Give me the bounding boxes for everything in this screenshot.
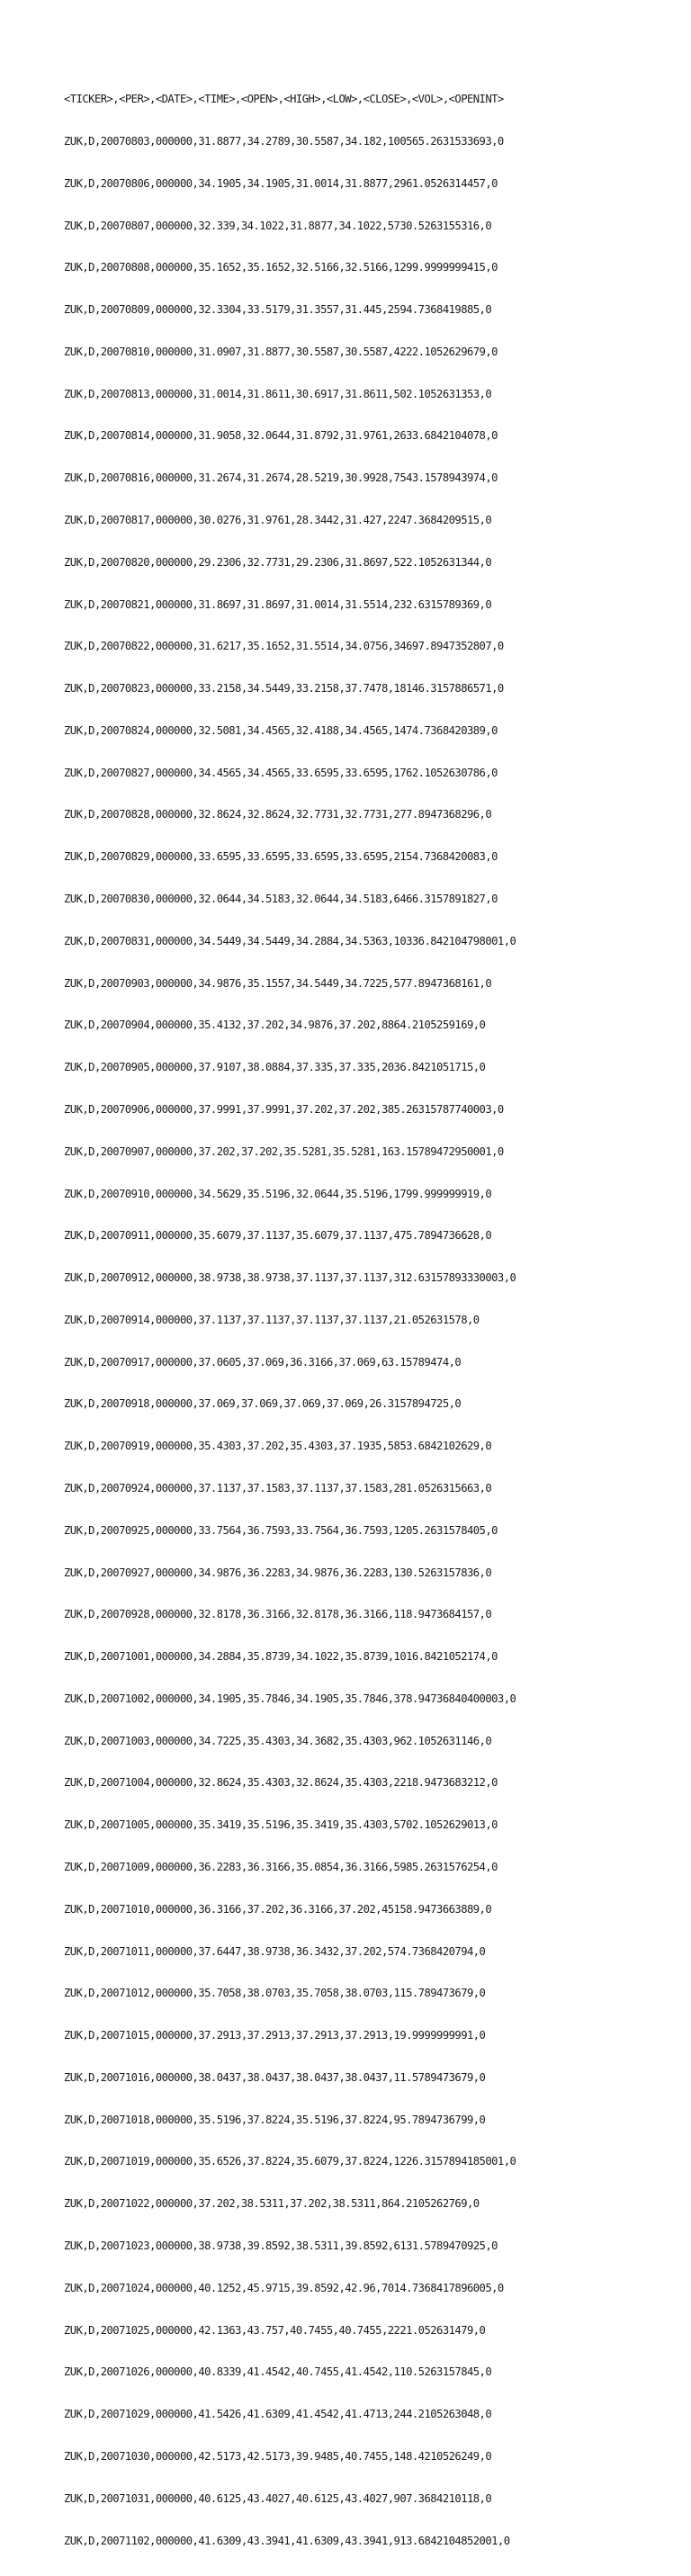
- csv-data-row: ZUK,D,20070829,000000,33.6595,33.6595,33.6595,33.6595,2154.7368420083,0: [64, 850, 498, 864]
- csv-data-row: ZUK,D,20070910,000000,34.5629,35.5196,32.0644,35.5196,1799.999999919,0: [64, 1187, 492, 1200]
- csv-data-row: ZUK,D,20070903,000000,34.9876,35.1557,34.5449,34.7225,577.8947368161,0: [64, 976, 492, 990]
- csv-data-row: ZUK,D,20070927,000000,34.9876,36.2283,34.9876,36.2283,130.5263157836,0: [64, 1566, 492, 1579]
- csv-data-row: ZUK,D,20070919,000000,35.4303,37.202,35.4303,37.1935,5853.6842102629,0: [64, 1440, 492, 1453]
- csv-data-row: ZUK,D,20070813,000000,31.0014,31.8611,30.6917,31.8611,502.1052631353,0: [64, 387, 492, 400]
- csv-data-row: ZUK,D,20071018,000000,35.5196,37.8224,35.5196,37.8224,95.7894736799,0: [64, 2113, 486, 2126]
- csv-data-row: ZUK,D,20071016,000000,38.0437,38.0437,38.0437,38.0437,11.5789473679,0: [64, 2070, 486, 2084]
- csv-data-row: ZUK,D,20070806,000000,34.1905,34.1905,31.0014,31.8877,2961.0526314457,0: [64, 176, 498, 190]
- csv-data-row: ZUK,D,20070914,000000,37.1137,37.1137,37.1137,37.1137,21.052631578,0: [64, 1313, 480, 1326]
- csv-data-row: ZUK,D,20070917,000000,37.0605,37.069,36.3166,37.069,63.15789474,0: [64, 1355, 462, 1369]
- csv-data-row: ZUK,D,20070905,000000,37.9107,38.0884,37.335,37.335,2036.8421051715,0: [64, 1061, 486, 1074]
- csv-data-row: ZUK,D,20070906,000000,37.9991,37.9991,37.202,37.202,385.26315787740003,0: [64, 1102, 504, 1116]
- csv-data-row: ZUK,D,20071102,000000,41.6309,43.3941,41.6309,43.3941,913.6842104852001,0: [64, 2534, 510, 2547]
- csv-data-row: ZUK,D,20071019,000000,35.6526,37.8224,35.6079,37.8224,1226.3157894185001,0: [64, 2155, 516, 2168]
- csv-data-row: ZUK,D,20070912,000000,38.9738,38.9738,37.1137,37.1137,312.63157893330003,0: [64, 1271, 516, 1285]
- csv-data-row: ZUK,D,20070904,000000,35.4132,37.202,34.9876,37.202,8864.2105259169,0: [64, 1019, 486, 1032]
- csv-data-row: ZUK,D,20071005,000000,35.3419,35.5196,35.3419,35.4303,5702.1052629013,0: [64, 1818, 498, 1832]
- csv-data-row: ZUK,D,20071024,000000,40.1252,45.9715,39.8592,42.96,7014.7368417896005,0: [64, 2281, 504, 2294]
- csv-data-row: ZUK,D,20070918,000000,37.069,37.069,37.069,37.069,26.3157894725,0: [64, 1397, 462, 1411]
- csv-data-row: ZUK,D,20070827,000000,34.4565,34.4565,33.6595,33.6595,1762.1052630786,0: [64, 766, 498, 779]
- csv-data-row: ZUK,D,20070803,000000,31.8877,34.2789,30.5587,34.182,100565.2631533693,0: [64, 134, 504, 148]
- csv-data-row: ZUK,D,20071009,000000,36.2283,36.3166,35.0854,36.3166,5985.2631576254,0: [64, 1861, 498, 1873]
- csv-data-row: ZUK,D,20071025,000000,42.1363,43.757,40.7455,40.7455,2221.052631479,0: [64, 2323, 486, 2337]
- csv-data-row: ZUK,D,20070822,000000,31.6217,35.1652,31.5514,34.0756,34697.8947352807,0: [64, 640, 504, 653]
- csv-data-row: ZUK,D,20071029,000000,41.5426,41.6309,41.4542,41.4713,244.2105263048,0: [64, 2408, 492, 2421]
- csv-data-row: ZUK,D,20070925,000000,33.7564,36.7593,33.7564,36.7593,1205.2631578405,0: [64, 1523, 498, 1537]
- csv-data-row: ZUK,D,20070820,000000,29.2306,32.7731,29.2306,31.8697,522.1052631344,0: [64, 555, 492, 569]
- csv-data-row: ZUK,D,20071030,000000,42.5173,42.5173,39.9485,40.7455,148.4210526249,0: [64, 2449, 492, 2463]
- csv-data-row: ZUK,D,20070817,000000,30.0276,31.9761,28.3442,31.427,2247.3684209515,0: [64, 514, 492, 526]
- csv-data-row: ZUK,D,20070830,000000,32.0644,34.5183,32.0644,34.5183,6466.3157891827,0: [64, 893, 498, 906]
- csv-data-row: ZUK,D,20071031,000000,40.6125,43.4027,40.6125,43.4027,907.3684210118,0: [64, 2491, 492, 2505]
- csv-data-row: ZUK,D,20071022,000000,37.202,38.5311,37.202,38.5311,864.2105262769,0: [64, 2197, 480, 2211]
- csv-data-row: ZUK,D,20070823,000000,33.2158,34.5449,33.2158,37.7478,18146.3157886571,0: [64, 682, 504, 696]
- csv-data-row: ZUK,D,20070828,000000,32.8624,32.8624,32.7731,32.7731,277.8947368296,0: [64, 808, 492, 821]
- csv-data-row: ZUK,D,20070824,000000,32.5081,34.4565,32.4188,34.4565,1474.7368420389,0: [64, 723, 498, 737]
- csv-data-row: ZUK,D,20071010,000000,36.3166,37.202,36.3166,37.202,45158.9473663889,0: [64, 1902, 492, 1916]
- csv-data-row: ZUK,D,20070809,000000,32.3304,33.5179,31.3557,31.445,2594.7368419885,0: [64, 303, 492, 317]
- csv-data-row: ZUK,D,20070907,000000,37.202,37.202,35.5281,35.5281,163.15789472950001,0: [64, 1144, 504, 1158]
- csv-data-row: ZUK,D,20071011,000000,37.6447,38.9738,36.3432,37.202,574.7368420794,0: [64, 1944, 486, 1958]
- csv-data-row: ZUK,D,20070816,000000,31.2674,31.2674,28.5219,30.9928,7543.1578943974,0: [64, 471, 498, 485]
- csv-data-row: ZUK,D,20070928,000000,32.8178,36.3166,32.8178,36.3166,118.9473684157,0: [64, 1608, 492, 1621]
- csv-data-row: ZUK,D,20071003,000000,34.7225,35.4303,34.3682,35.4303,962.1052631146,0: [64, 1734, 492, 1747]
- csv-data-row: ZUK,D,20071023,000000,38.9738,39.8592,38.5311,39.8592,6131.5789470925,0: [64, 2239, 498, 2253]
- csv-data-row: ZUK,D,20071015,000000,37.2913,37.2913,37.2913,37.2913,19.9999999991,0: [64, 2029, 486, 2042]
- csv-data-row: ZUK,D,20070808,000000,35.1652,35.1652,32.5166,32.5166,1299.9999999415,0: [64, 261, 498, 274]
- csv-data-row: ZUK,D,20070821,000000,31.8697,31.8697,31.0014,31.5514,232.6315789369,0: [64, 597, 492, 611]
- csv-data-row: ZUK,D,20070831,000000,34.5449,34.5449,34.2884,34.5363,10336.842104798001,0: [64, 934, 516, 947]
- csv-data-row: ZUK,D,20071012,000000,35.7058,38.0703,35.7058,38.0703,115.789473679,0: [64, 1987, 486, 2000]
- csv-text-block: [64, 65, 685, 2576]
- csv-data-row: ZUK,D,20070924,000000,37.1137,37.1583,37.1137,37.1583,281.0526315663,0: [64, 1481, 492, 1494]
- csv-data-row: ZUK,D,20071004,000000,32.8624,35.4303,32.8624,35.4303,2218.9473683212,0: [64, 1776, 498, 1790]
- csv-data-row: ZUK,D,20070814,000000,31.9058,32.0644,31.8792,31.9761,2633.6842104078,0: [64, 429, 498, 443]
- csv-data-row: ZUK,D,20070807,000000,32.339,34.1022,31.8877,34.1022,5730.5263155316,0: [64, 219, 492, 232]
- csv-header-line: <TICKER>,<PER>,<DATE>,<TIME>,<OPEN>,<HIGH>,<LOW>,<CLOSE>,<VOL>,<OPENINT>: [64, 93, 504, 106]
- csv-data-row: ZUK,D,20071002,000000,34.1905,35.7846,34.1905,35.7846,378.94736840400003,0: [64, 1692, 516, 1705]
- csv-data-row: ZUK,D,20071001,000000,34.2884,35.8739,34.1022,35.8739,1016.8421052174,0: [64, 1650, 498, 1664]
- csv-data-row: ZUK,D,20070810,000000,31.0907,31.8877,30.5587,30.5587,4222.1052629679,0: [64, 345, 498, 358]
- csv-data-row: ZUK,D,20070911,000000,35.6079,37.1137,35.6079,37.1137,475.7894736628,0: [64, 1229, 492, 1243]
- csv-data-row: ZUK,D,20071026,000000,40.8339,41.4542,40.7455,41.4542,110.5263157845,0: [64, 2365, 492, 2379]
